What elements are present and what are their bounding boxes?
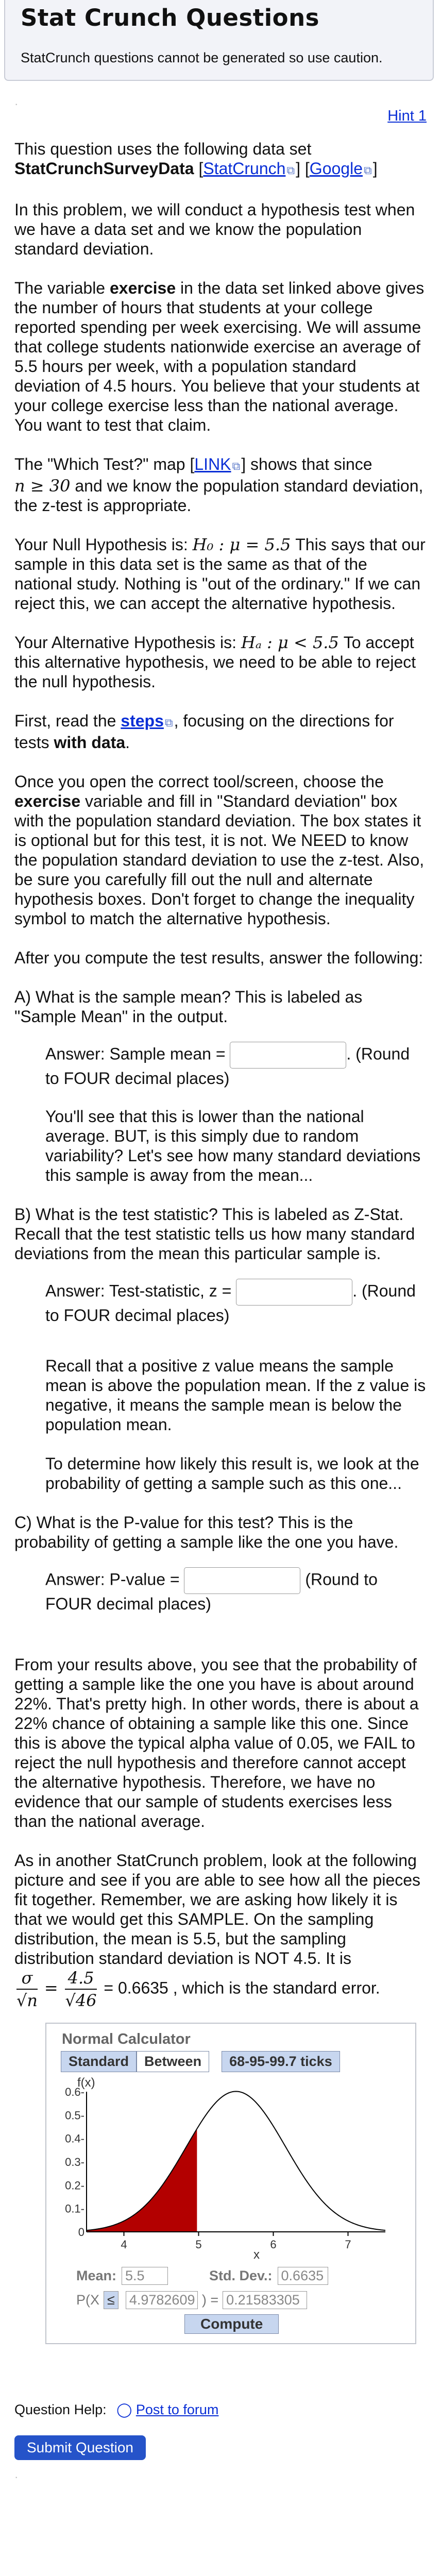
paragraph-after: After you compute the test results, answer the following: <box>14 948 423 967</box>
y-tick-label: 0.1- <box>65 2202 84 2215</box>
std-error-values: $\frac{4.5}{√46}$ <box>65 1968 97 2010</box>
alt-hypothesis-paragraph: Your Alternative Hypothesis is: Hₐ : μ < 5.5 To accept this alternative hypothesis, we need to be able to reject the null hypothesis. <box>14 633 416 691</box>
question-header <box>4 0 434 81</box>
paragraph-steps: First, read the steps⧉, focusing on the directions for tests with data. <box>14 711 394 752</box>
null-hypothesis: H₀ : μ = 5.5 <box>192 535 291 554</box>
steps-link[interactable]: steps <box>121 711 164 730</box>
submit-question-button[interactable]: Submit Question <box>14 2435 146 2460</box>
paragraph-2: The variable exercise in the data set linked above gives the number of hours that students at your college reported spending per week exercising. We will assume that college students nationwide exercise an average of 5.5 hours per week, with a population standard deviation of 4.5 hours. You believe that your students at your college exercise less than the national average. You want to test that claim. <box>14 279 425 434</box>
y-tick-label: 0.6- <box>65 2086 84 2098</box>
which-test-link[interactable]: LINK <box>194 455 231 473</box>
std-dev-field[interactable]: 0.6635 <box>278 2267 328 2285</box>
calculator-title: Normal Calculator <box>62 2031 191 2047</box>
paragraph-1: In this problem, we will conduct a hypothesis test when we have a data set and we know the population standard deviation. <box>14 200 415 258</box>
conclusion-paragraph: From your results above, you see that the probability of getting a sample like the one you have is about around 22%. That's pretty high. In other words, there is about a 22% chance of obtaining a sample like this one. Since this is above the typical alpha value of 0.05, we FAIL to reject the null hypothesis and therefore cannot accept the alternative hypothesis. Therefore, we have no evidence that our sample of students exercises less than the national average. <box>14 1655 419 1831</box>
answer-b-row: Answer: Test-statistic, z = . (Round to FOUR decimal places) <box>45 1279 427 1325</box>
calc-probability-row: P(X ≤ 4.9782609 ) = 0.21583305 <box>76 2291 408 2309</box>
density-curve <box>87 2091 385 2230</box>
intro-text: This question uses the following data set StatCrunchSurveyData [StatCrunch⧉] [Google⧉] <box>14 140 378 178</box>
x-tick-label: 4 <box>121 2238 127 2251</box>
y-tick-label: 0.3- <box>65 2156 84 2168</box>
shaded-probability-region <box>87 2129 197 2232</box>
paragraph-instructions: Once you open the correct tool/screen, choose the exercise variable and fill in "Standard deviation" box with the population standard deviation. The box states it is optional but for this test, it is not. We NEED to know the population standard deviation to use the z-test. Also, be sure you carefully fill out the null and alternate hypothesis boxes. Don't forget to change the inequality symbol to match the alternative hypothesis. <box>14 772 425 928</box>
x-tick-label: 6 <box>270 2238 277 2251</box>
answer-a-note: You'll see that this is lower than the national average. BUT, is this simply due to random variability? Let's see how many standard deviations this sample is away from the mean... <box>45 1107 421 1184</box>
google-link[interactable]: Google <box>309 159 363 178</box>
footer-divider: · <box>14 2470 19 2483</box>
sample-mean-input[interactable] <box>230 1042 346 1069</box>
y-tick-label: 0.4- <box>65 2132 84 2145</box>
y-tick-label: 0 <box>78 2226 84 2239</box>
x-value-field[interactable]: 4.9782609 <box>126 2291 198 2309</box>
sample-size-condition: n ≥ 30 <box>14 476 71 496</box>
answer-b-note-1: Recall that a positive z value means the sample mean is above the population mean. If the z value is negative, it means the sample mean is below the population mean. <box>45 1357 426 1434</box>
x-axis-label: x <box>253 2248 260 2260</box>
compute-button[interactable]: Compute <box>184 2314 279 2334</box>
answer-b-note-2: To determine how likely this result is, we look at the probability of getting a sample such as this one... <box>45 1454 419 1493</box>
post-to-forum-link[interactable]: Post to forum <box>135 2402 219 2417</box>
question-b: B) What is the test statistic? This is labeled as Z-Stat. Recall that the test statistic tells us how many standard deviations from the mean this particular sample is. <box>14 1205 415 1263</box>
test-statistic-input[interactable] <box>236 1279 352 1306</box>
y-axis-label: f(x) <box>77 2076 95 2090</box>
calc-params-row: Mean: 5.5 Std. Dev.: 0.6635 <box>76 2267 408 2285</box>
answer-a-row: Answer: Sample mean = . (Round to FOUR decimal places) <box>45 1042 427 1088</box>
page-title: Stat Crunch Questions <box>21 4 319 31</box>
question-c: C) What is the P-value for this test? This is the probability of getting a sample like the one you have. <box>14 1513 399 1551</box>
external-link-icon: ⧉ <box>232 460 241 472</box>
std-error-formula: $\frac{\sigma}{√n}$ <box>16 1968 38 2010</box>
normal-distribution-plot <box>56 2074 406 2260</box>
calculator-tabs <box>61 2051 408 2072</box>
question-help-row: Question Help: ◯ Post to forum <box>14 2402 219 2417</box>
external-link-icon: ⧉ <box>363 164 372 177</box>
tab-standard[interactable]: Standard <box>61 2051 137 2072</box>
x-tick-label: 5 <box>195 2238 202 2251</box>
p-value-input[interactable] <box>184 1567 300 1594</box>
tab-between[interactable]: Between <box>137 2051 209 2072</box>
probability-result-field: 0.21583305 <box>223 2291 307 2309</box>
dataset-name: StatCrunchSurveyData <box>14 159 194 178</box>
statcrunch-link[interactable]: StatCrunch <box>203 159 286 178</box>
normal-calculator <box>45 2023 416 2344</box>
x-tick-label: 7 <box>345 2238 351 2251</box>
speech-bubble-icon: ◯ <box>116 2402 132 2417</box>
null-hypothesis-paragraph: Your Null Hypothesis is: H₀ : μ = 5.5 This says that our sample in this data set is the same as that of the national study. Nothing is "out of the ordinary." If we can reject this, we can accept the alternative hypothesis. <box>14 535 426 613</box>
y-tick-label: 0.2- <box>65 2179 84 2192</box>
mean-field[interactable]: 5.5 <box>122 2267 168 2285</box>
divider: · <box>14 97 19 110</box>
question-a: A) What is the sample mean? This is labeled as "Sample Mean" in the output. <box>14 988 363 1026</box>
alt-hypothesis: Hₐ : μ < 5.5 <box>241 633 339 652</box>
hint-link[interactable]: Hint 1 <box>387 108 427 124</box>
answer-c-row: Answer: P-value = (Round to FOUR decimal places) <box>45 1567 427 1614</box>
tab-68-95-99[interactable]: 68-95-99.7 ticks <box>222 2051 340 2072</box>
paragraph-3: The "Which Test?" map [LINK⧉] shows that since n ≥ 30 and we know the population standard deviation, the z-test is appropriate. <box>14 455 423 515</box>
inequality-select[interactable]: ≤ <box>104 2291 118 2309</box>
header-subtitle: StatCrunch questions cannot be generated so use caution. <box>21 50 383 65</box>
external-link-icon: ⧉ <box>164 716 173 729</box>
external-link-icon: ⧉ <box>286 164 295 177</box>
y-tick-label: 0.5- <box>65 2109 84 2122</box>
sampling-paragraph: As in another StatCrunch problem, look at the following picture and see if you are able to see how all the pieces fit together. Remember, we are asking how likely it is that we would get this SAMPLE. On the sampling distribution, the mean is 5.5, but the sampling distribution standard deviation is NOT 4.5. It is $\frac{\sigma}{√n}$ = $\frac{4.5}{√46}$ = 0.6635 , which is the standard error. <box>14 1851 421 2010</box>
